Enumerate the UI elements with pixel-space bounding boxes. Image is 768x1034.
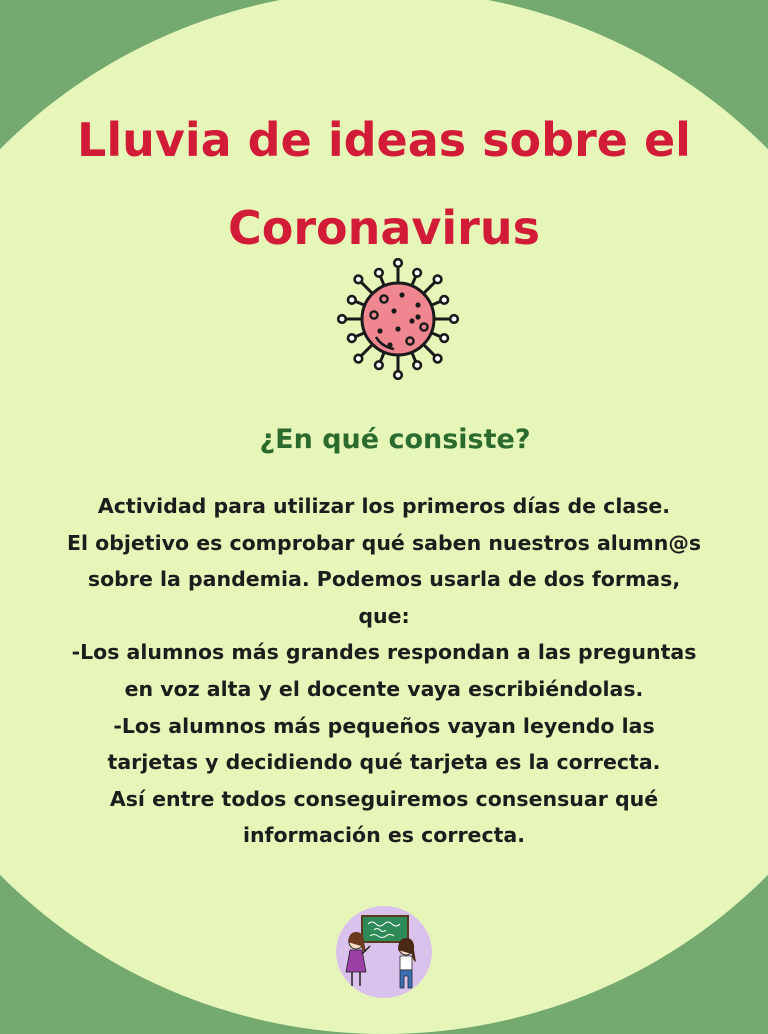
page-title [0,96,768,272]
body-line-1: Actividad para utilizar los primeros días de clase. [97,494,671,518]
body-line-7: -Los alumnos más pequeños vayan leyendo las [113,713,655,738]
section-subtitle: ¿En qué consiste? [259,424,531,455]
body-line-8: tarjetas y decidiendo qué tarjeta es la correcta. [107,750,661,775]
body-line-10: información es correcta. [242,823,526,848]
body-line-9: Así entre todos conseguiremos consensuar qué [109,786,659,811]
body-line-4: que: [358,603,410,628]
body-line-5: -Los alumnos más grandes respondan a las preguntas [71,640,697,665]
teachers-illustration-icon [336,906,432,998]
description-text [20,488,748,854]
maestras-logo [336,906,432,998]
body-line-6: en voz alta y el docente vaya escribiéndolas. [124,676,644,701]
title-line-2: Coronavirus [227,201,540,255]
body-line-2: El objetivo es comprobar qué saben nuestros alumn@s [66,530,702,555]
body-line-3: sobre la pandemia. Podemos usarla de dos formas, [87,567,681,592]
title-line-1: Lluvia de ideas sobre el [77,113,691,167]
coronavirus-icon [332,258,464,380]
